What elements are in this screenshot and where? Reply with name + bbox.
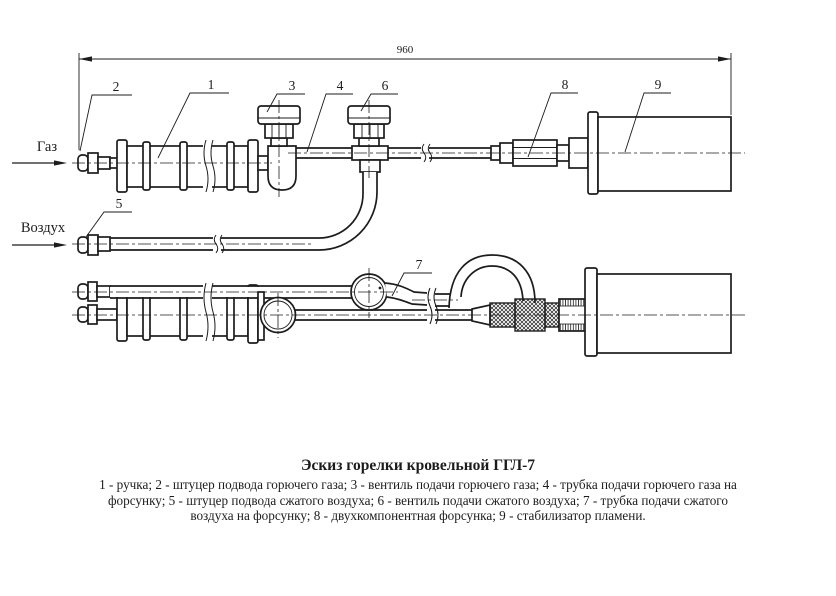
- callout-4: [307, 78, 353, 152]
- legend-line-2: форсунку; 5 - штуцер подвода сжатого воздуха; 6 - вентиль подачи сжатого воздуха; 7 - трубка подачи сжатого: [108, 492, 728, 508]
- air-arrow: [54, 242, 67, 247]
- legend: [0, 477, 836, 524]
- gas-arrow: [54, 160, 67, 165]
- svg-text:6: 6: [381, 78, 389, 93]
- air-flow: [12, 220, 67, 248]
- gas-label: Газ: [36, 139, 58, 155]
- svg-text:3: 3: [288, 78, 296, 93]
- plan-view: [72, 255, 745, 356]
- drawing-title: Эскиз горелки кровельной ГГЛ-7: [300, 457, 536, 474]
- svg-text:7: 7: [415, 257, 423, 272]
- svg-text:2: 2: [112, 79, 120, 94]
- legend-line-3: воздуха на форсунку; 8 - двухкомпонентная форсунка; 9 - стабилизатор пламени.: [190, 508, 646, 523]
- svg-text:4: 4: [336, 78, 344, 93]
- svg-text:9: 9: [654, 77, 662, 92]
- gas-flow: [12, 139, 67, 166]
- callout-5: [86, 196, 132, 237]
- air-label: Воздух: [20, 220, 66, 236]
- svg-text:8: 8: [561, 77, 569, 92]
- dimension-label: 960: [396, 44, 414, 56]
- plan-gas-fitting: [78, 305, 117, 324]
- caption: [0, 456, 836, 524]
- dim-arrow-right: [718, 56, 731, 61]
- svg-text:5: 5: [115, 196, 123, 211]
- side-view: [72, 100, 745, 255]
- svg-text:1: 1: [207, 77, 215, 92]
- plan-stabilizer: [585, 268, 731, 356]
- handle-1: [117, 140, 258, 192]
- air-valve-6: [319, 106, 390, 250]
- legend-line-1: 1 - ручка; 2 - штуцер подвода горючего газа; 3 - вентиль подачи горючего газа; 4 - трубка подачи горючего газа на: [99, 477, 737, 492]
- air-inlet-fitting-5: [78, 235, 110, 255]
- plan-air-fitting: [78, 282, 110, 301]
- dim-arrow-left: [79, 56, 92, 61]
